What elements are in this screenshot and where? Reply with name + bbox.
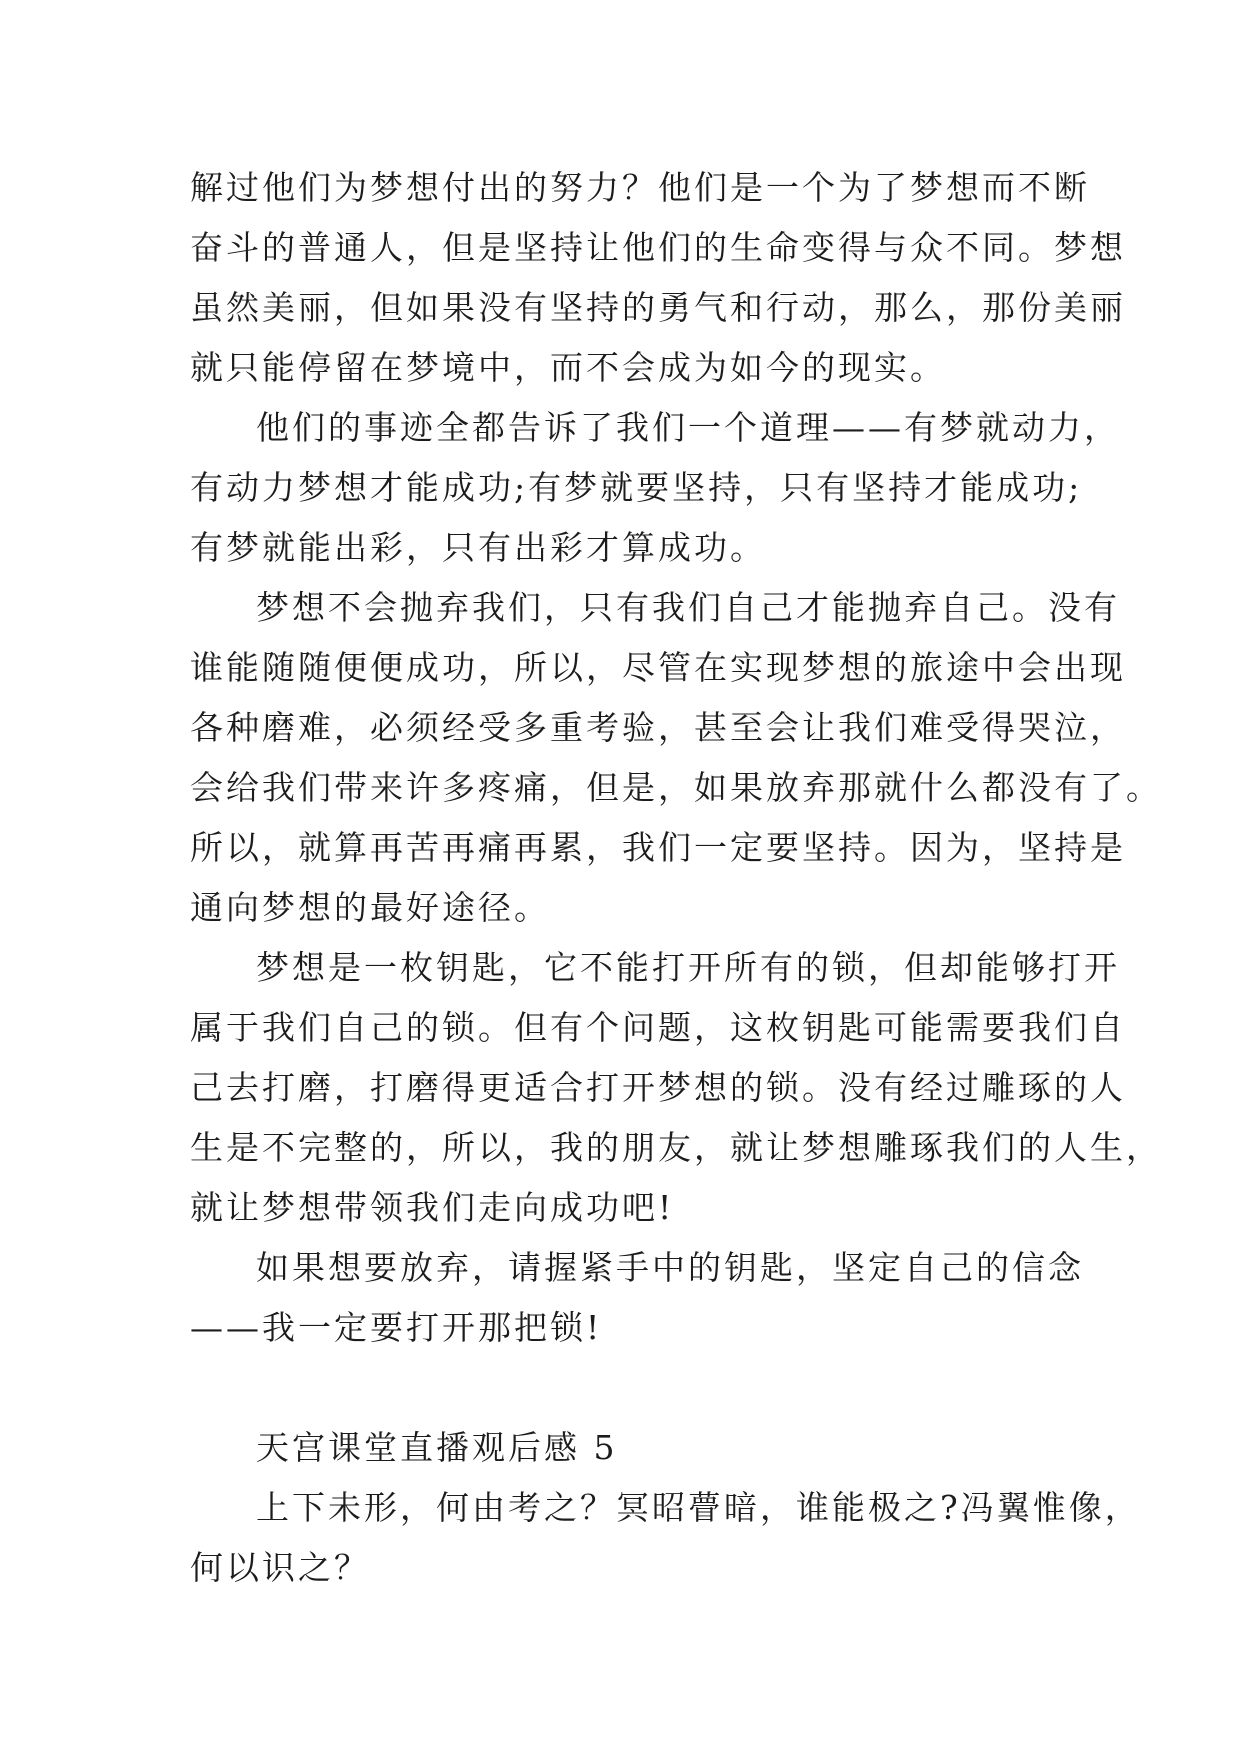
section-paragraph (190, 1478, 1141, 1598)
text-line: 上下未形，何由考之？冥昭瞢暗，谁能极之?冯翼惟像， (256, 1488, 1141, 1527)
text-line: 各种磨难，必须经受多重考验，甚至会让我们难受得哭泣， (190, 708, 1126, 747)
section-title: 天宫课堂直播观后感 5 (256, 1428, 618, 1467)
text-line: 就只能停留在梦境中，而不会成为如今的现实。 (190, 348, 946, 387)
paragraph-3 (190, 578, 1162, 938)
text-line: 所以，就算再苦再痛再累，我们一定要坚持。因为，坚持是 (190, 828, 1126, 867)
text-line: 有动力梦想才能成功;有梦就要坚持，只有坚持才能成功; (190, 468, 1083, 507)
text-line: 梦想是一枚钥匙，它不能打开所有的锁，但却能够打开 (256, 948, 1120, 987)
blank-line (190, 1358, 1060, 1418)
text-line: 己去打磨，打磨得更适合打开梦想的锁。没有经过雕琢的人 (190, 1068, 1126, 1107)
text-line: 解过他们为梦想付出的努力？他们是一个为了梦想而不断 (190, 168, 1090, 207)
text-line: 何以识之？ (190, 1548, 370, 1587)
paragraph-2 (190, 398, 1120, 578)
document-body (190, 158, 1162, 1598)
text-line: 属于我们自己的锁。但有个问题，这枚钥匙可能需要我们自 (190, 1008, 1126, 1047)
paragraph-1 (190, 158, 1126, 398)
text-line: 就让梦想带领我们走向成功吧! (190, 1188, 675, 1227)
text-line: 如果想要放弃，请握紧手中的钥匙，坚定自己的信念 (256, 1248, 1084, 1287)
text-line: 虽然美丽，但如果没有坚持的勇气和行动，那么，那份美丽 (190, 288, 1126, 327)
text-line: 他们的事迹全都告诉了我们一个道理——有梦就动力， (256, 408, 1120, 447)
text-line: ——我一定要打开那把锁! (190, 1308, 603, 1347)
text-line: 谁能随随便便成功，所以，尽管在实现梦想的旅途中会出现 (190, 648, 1126, 687)
text-line: 梦想不会抛弃我们，只有我们自己才能抛弃自己。没有 (256, 588, 1120, 627)
text-line: 会给我们带来许多疼痛，但是，如果放弃那就什么都没有了。 (190, 768, 1162, 807)
paragraph-5 (190, 1238, 1084, 1358)
text-line: 通向梦想的最好途径。 (190, 888, 550, 927)
text-line: 有梦就能出彩，只有出彩才算成功。 (190, 528, 766, 567)
text-line: 生是不完整的，所以，我的朋友，就让梦想雕琢我们的人生， (190, 1128, 1162, 1167)
paragraph-4 (190, 938, 1162, 1238)
text-line: 奋斗的普通人，但是坚持让他们的生命变得与众不同。梦想 (190, 228, 1126, 267)
